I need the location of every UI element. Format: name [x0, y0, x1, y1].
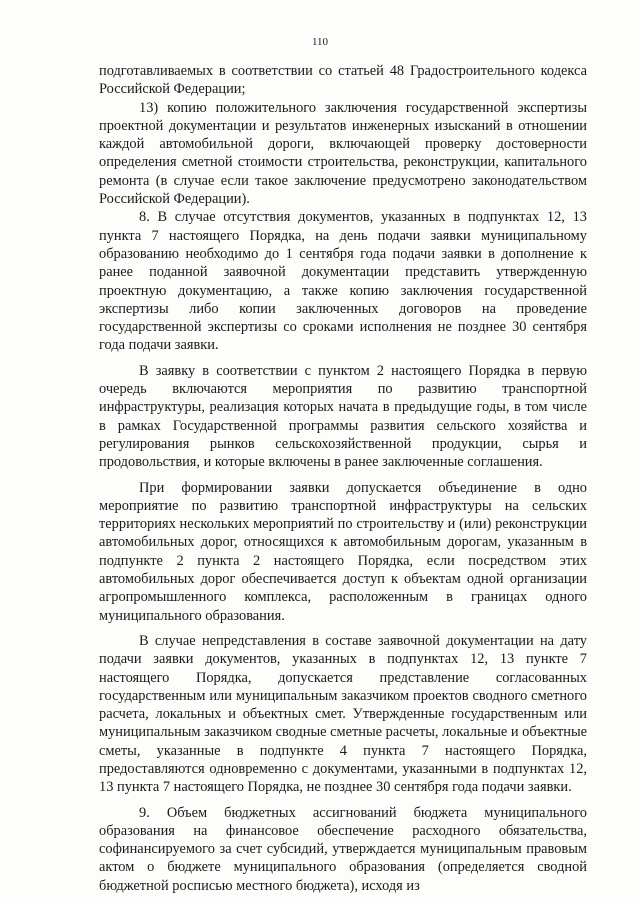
paragraph-clause-8: 8. В случае отсутствия документов, указанных в подпунктах 12, 13 пункта 7 настоящего Порядка, на день подачи заявки муниципальному образованию необходимо до 1 сентября года подачи заявки в дополнение к ранее поданной заявочной документации представить утвержденную проектную документацию, а также копию заключения государственной экспертизы либо копии заключенных договоров на проведение государственной экспертизы со сроками исполнения не позднее 30 сентября года подачи заявки.	[99, 209, 587, 354]
paragraph-estimates: В случае непредставления в составе заявочной документации на дату подачи заявки документов, указанных в подпунктах 12, 13 пункте 7 настоящего Порядка, допускается представление согласованных государственным или муниципальным заказчиком проектов сводного сметного расчета, локальных и объектных смет. Утвержденные государственным или муниципальным заказчиком сводные сметные расчеты, локальные и объектные сметы, указанные в подпункте 4 пункта 7 настоящего Порядка, предоставляются одновременно с документами, указанными в подпунктах 12, 13 пункта 7 настоящего Порядка, не позднее 30 сентября года подачи заявки.	[99, 632, 588, 796]
document-body	[99, 62, 587, 895]
page-number: 110	[311, 36, 329, 48]
paragraph-continuation: подготавливаемых в соответствии со статьей 48 Градостроительного кодекса Российской Федерации;	[99, 63, 587, 98]
paragraph-item-13: 13) копию положительного заключения государственной экспертизы проектной документации и результатов инженерных изысканий в отношении каждой автомобильной дороги, включающей проверку достоверности определения сметной стоимости строительства, реконструкции, капитального ремонта (в случае если такое заключение предусмотрено законодательством Российской Федерации).	[99, 99, 587, 208]
paragraph-clause-9: 9. Объем бюджетных ассигнований бюджета муниципального образования на финансовое обеспечение расходного обязательства, софинансируемого за счет субсидий, утверждается муниципальным правовым актом о бюджете муниципального образования (определяется сводной бюджетной росписью местного бюджета), исходя из	[99, 804, 587, 894]
paragraph-priority-measures: В заявку в соответствии с пунктом 2 настоящего Порядка в первую очередь включаются мероприятия по развитию транспортной инфраструктуры, реализация которых начата в предыдущие годы, в том числе в рамках Государственной программы развития сельского хозяйства и регулирования рынков сельскохозяйственной продукции, сырья и продовольствия, и которые включены в ранее заключенные соглашения.	[99, 362, 587, 471]
paragraph-merging-measures: При формировании заявки допускается объединение в одно мероприятие по развитию транспортной инфраструктуры на сельских территориях нескольких мероприятий по строительству и (или) реконструкции автомобильных дорог, относящихся к автомобильным дорогам, указанным в подпункте 2 пункта 2 настоящего Порядка, если посредством этих автомобильных дорог обеспечивается доступ к объектам одной организации агропромышленного комплекса, расположенным в границах одного муниципального образования.	[99, 479, 587, 624]
